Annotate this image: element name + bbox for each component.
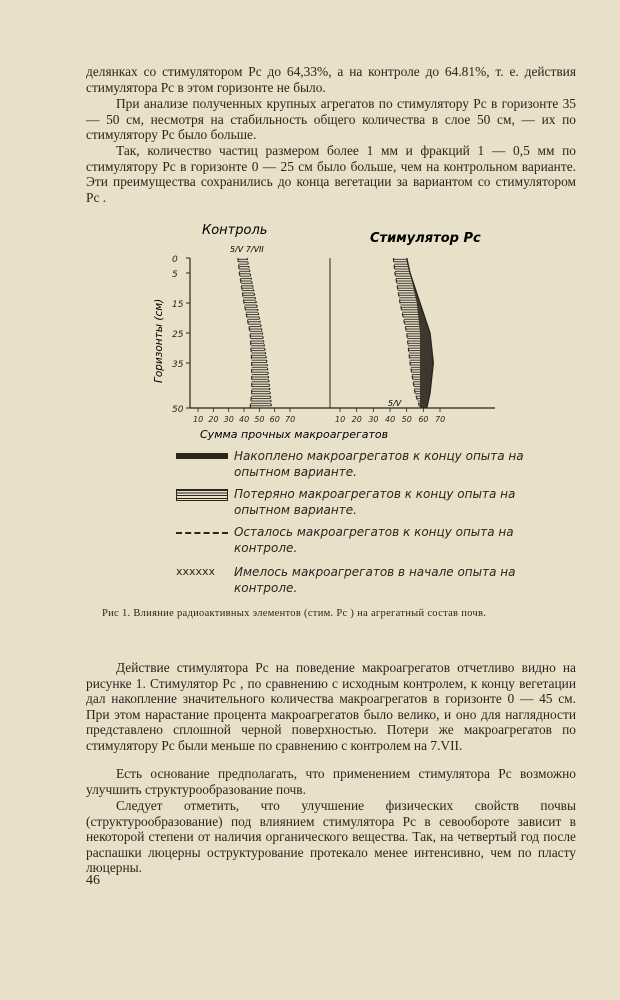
x-tick-label: 60 — [269, 415, 280, 424]
x-tick-label: 30 — [223, 415, 234, 424]
control-title: Контроль — [202, 223, 268, 238]
paragraph-4 — [86, 660, 576, 754]
legend-label: Накоплено макроагрегатов к концу опыта на опытном варианте. — [234, 449, 524, 479]
y-tick-label: 5 — [172, 270, 178, 280]
x-axis-label-block — [160, 412, 460, 440]
x-tick-label: 10 — [193, 415, 204, 424]
stimulator-title: Стимулятор Pс — [370, 231, 481, 246]
paragraph-2 — [86, 96, 576, 143]
legend-label: Осталось макроагрегатов к концу опыта на контроле. — [234, 525, 514, 555]
paragraph-5 — [86, 766, 576, 797]
x-tick-label: 20 — [208, 415, 219, 424]
paragraph-5-text: Есть основание предполагать, что применением стимулятора Pс возможно улучшить структурообразование почв. — [86, 766, 576, 797]
y-tick-label: 0 — [172, 255, 178, 265]
y-tick-label: 35 — [172, 360, 184, 370]
legend-label: Потеряно макроагрегатов к концу опыта на опытном варианте. — [234, 487, 516, 517]
control-lost-area — [238, 258, 272, 408]
y-tick-label: 50 — [172, 405, 184, 415]
x-tick-label: 50 — [254, 415, 265, 424]
paragraph-1: делянках со стимулятором Pс до 64,33%, а на контроле до 64.81%, т. е. действия стимулятора Pс в этом горизонте не было. — [86, 64, 576, 95]
stim-lost-area — [393, 258, 420, 408]
x-tick-label: 40 — [239, 415, 250, 424]
x-tick-label: 20 — [351, 415, 362, 424]
legend-swatch-hatch — [176, 489, 228, 501]
x-tick-label: 30 — [368, 415, 379, 424]
x-tick-label: 40 — [385, 415, 396, 424]
figure-1 — [150, 218, 510, 424]
y-tick-label: 15 — [172, 300, 184, 310]
paragraph-3-text: Так, количество частиц размером более 1 мм и фракций 1 — 0,5 мм по стимулятору Pс в горизонте 0 — 25 см было больше, чем на контрольном варианте. Эти преимущества сохранились до конца вегетации за вариантом со стимулятором Pс . — [86, 143, 576, 205]
x-tick-label: 50 — [401, 415, 412, 424]
figure-caption: Рис 1. Влияние радиоактивных элементов (стим. Pс ) на агрегатный состав почв. — [102, 608, 487, 619]
paragraph-2-text: При анализе полученных крупных агрегатов по стимулятору Pс в горизонте 35 — 50 см, несмотря на стабильность общего количества в слое 50 см, — их по стимулятору Pс было больше. — [86, 96, 576, 143]
y-tick-label: 25 — [172, 330, 184, 340]
stimulator-date: 5/V — [388, 399, 402, 408]
legend-swatch-cross: xxxxxx — [176, 565, 216, 578]
paragraph-4-text: Действие стимулятора Pс на поведение макроагрегатов отчетливо видно на рисунке 1. Стимулятор Pс , по сравнению с исходным контролем, к концу вегетации дал накопление значительного количества макроагрегатов в горизонте 0 — 45 см. При этом нарастание процента макроагрегатов было велико, и оно для наглядности представлено сплошной черной поверхностью. Потери же макроагрегатов по стимулятору Pс были меньше по сравнению с контролем на 7.VII. — [86, 660, 576, 753]
y-axis-label: Горизонты (см) — [153, 298, 165, 383]
legend-swatch-dash — [176, 532, 228, 534]
legend-swatch-black — [176, 453, 228, 459]
x-tick-label: 60 — [418, 415, 429, 424]
paragraph-6-text: Следует отметить, что улучшение физических свойств почвы (структурообразование) под влиянием стимулятора Pс в севообороте зависит в некоторой степени от наличия органического вещества. Так, на четвертый год после распашки люцерны оструктурование протекало менее интенсивно, чем по пласту люцерны. — [86, 798, 576, 876]
x-tick-label: 70 — [435, 415, 446, 424]
x-tick-label: 70 — [285, 415, 296, 424]
aggregate-chart — [150, 218, 510, 424]
legend-label: Имелось макроагрегатов в начале опыта на контроле. — [234, 565, 516, 595]
paragraph-6 — [86, 798, 576, 876]
x-tick-label: 10 — [335, 415, 346, 424]
paragraph-3 — [86, 143, 576, 205]
control-dates: 5/V 7/VII — [230, 245, 264, 254]
x-axis-label: Сумма прочных макроагрегатов — [200, 428, 389, 441]
page-number: 46 — [86, 873, 100, 888]
